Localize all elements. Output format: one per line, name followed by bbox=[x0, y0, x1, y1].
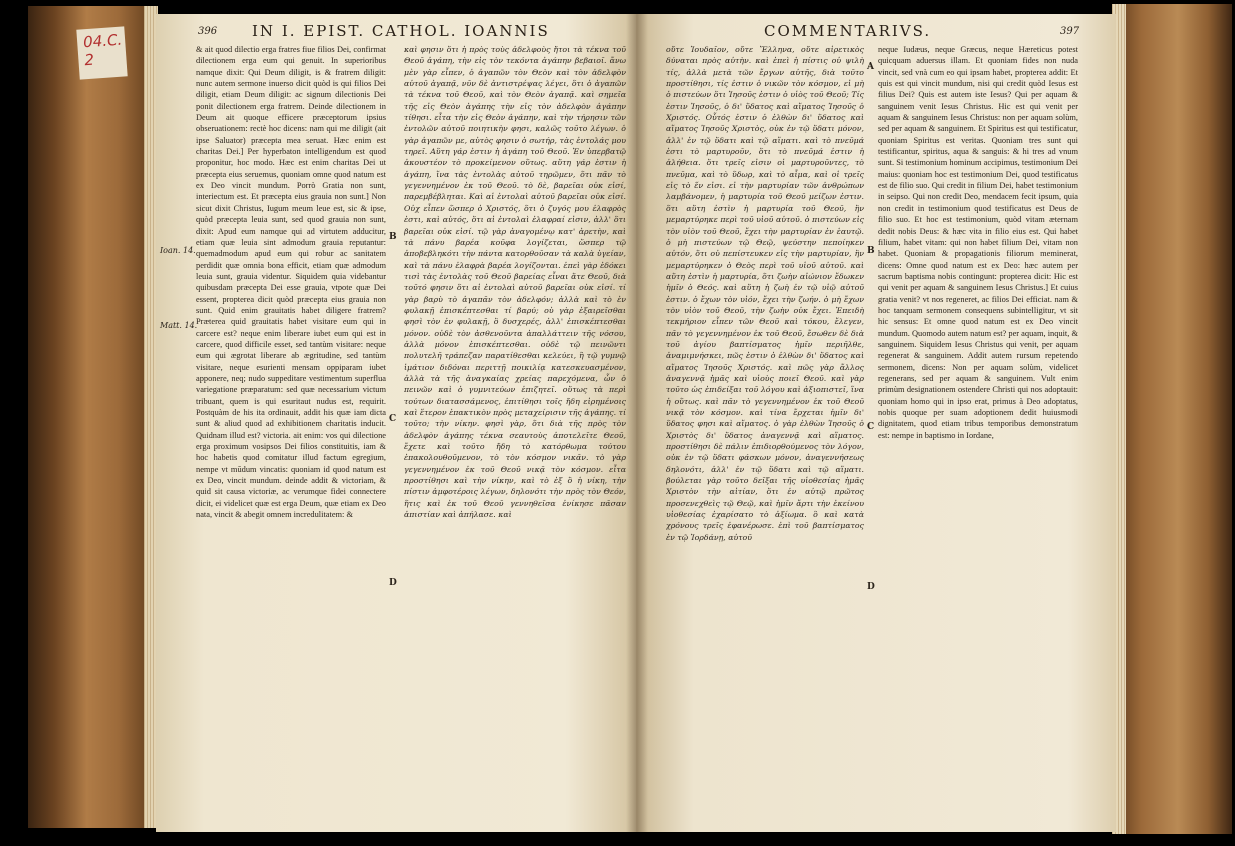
left-latin-text: & ait quod dilectio erga fratres fiue filios Dei, confirmat dilectionem erga eum qui genuit. In superioribus namque dixit: Qui Deum diligit, is & fratrem diligit: nunc autem sermone inuerso dicit quòd is qui filios Dei diligit, etiam Deum diligit: ac signum dilectionis Dei ponit dilectionem erga fratrem. Deinde dilectionem in Deum ait quoque efficere præceptorum ipsius obseruationem: rectè hoc dicens: nam qui me diligit (ait ipse Saluator) præcepta mea seruat. Hæc enim est charitas Dei.] Per hyperbaton intelligendum est quod proponitur, hoc modo. Hæc est enim charitas Dei ut præcepta eius seruemus, quoniam omne quod natum est ex Deo vincit mundum. Porrò Gratia non sunt, interiectum est. Et præcepta eius grauia non sunt.] Non sicut dixit Christus, Iugum meum leue est, sic & ipse, quòd præcepta leuia sunt, sed quod grauia non sunt, dixit: Apud eum namque qui ad virtutem adducitur, etiam quæ leuia sint admodum grauia reputantur: quemadmodum apud eum qui robur ac sanitatem perdidit quæ omnia bona efficit, etiam quæ admodum leuia sunt, grauia videntur. Siquidem quia videbantur quibusdam præcepta Dei esse grauia, vtpote quæ Dei essent, propterea dicit quòd præcepta eius grauia non sunt. Quid enim grauitatis habet diligere fratrem? Præterea quid grauitatis habet visitare eum qui in carcere est? neque enim liberare iubet eum qui est in carcere, quod difficile esset, sed tantùm visitare: neque eum qui ægrotat liberare ab ægritudine, sed tantùm visitare, neque esurienti mensam oppiparam iubet apponere, neq; nudo suppeditare vestimentum superflua variegatione præparatum: sed quæ necessarium victum tribuant, quem is qui esuritaut nudus est, requirit. Postquàm de his ita ordinauit, addit his quæ iam dicta sunt & aliud quod ad exhibitionem charitatis inducit. Quidnam illud est? victoria. ait enim: vos qui dilectione erga proximum vosipsos Dei filios constituitis, iam & hoc habetis quod comitatur illud factum egregium, nempe vt mūdum vincatis: quoniam id quod natum est ex Deo, vincit mundum. deinde addit & victoriam, & quid sit causa victoriæ, ac verumque fidei connectere dicit, ei videlicet quæ est erga Deum, quæ etiam ex Deo nata, vincit & abegit omnem incredulitatem: & bbox=[196, 45, 386, 520]
right-running-head: COMMENTARIVS. bbox=[764, 22, 932, 40]
shelfmark-label: 04.C. 2 bbox=[76, 26, 127, 79]
left-page-edges bbox=[28, 6, 158, 828]
right-page-number: 397 bbox=[1060, 26, 1080, 37]
right-latin-text: neque Iudæus, neque Græcus, neque Hæreticus potest quicquam aduersus illam. Et quoniam fides non nuda vincit, sed vnà cum eo qui ipsam habet, propterea addit: Et quis est qui vincit mundum, nisi qui credit quòd Iesus est filius Dei? Quis est autem iste Iesus? Qui per aquam & sanguinem venit Iesus Christus. Hic est qui venit per aquam & sanguinem Iesus Christus: non per aquam solùm, sed per aquam & sanguinem. Et Spiritus est qui testificatur, quoniam Spiritus est veritas. Quoniam tres sunt qui testificantur, spiritus, aqua & sanguis: & hi tres ad vnum sunt. Si testimonium hominum accipimus, testimonium Dei maius: quoniam hoc est testimonium Dei, quod testificatus est de filio suo. Qui credit in filium Dei, habet testimonium in seipso. Qui non credit Deo, mendacem fecit ipsum, quia non credit in testimonium quod testificatus est Deus de filio suo. Et hoc est testimonium, quòd vitam æternam dedit nobis Deus: & hæc vita in filio eius est. Qui habet filium, habet vitam: qui non habet filium Dei, vitam non habet. Quoniam & propagationis filiorum meminerat, dicens: Omne quod natum est ex Deo: hæc autem per sacrum baptisma nobis contingunt: propterea dicit: Hic est qui venit per aquam & sanguinem Iesus Christus.] Et cuius gratia venit? vt nos regeneret, ac filios Dei efficiat. nam & hoc tanquam sermonem consequens subintelligitur, vt sit hic sensus: Et omne quod natum est ex Deo vincit mundum. Quomodo autem natum est? per aquam, inquit, & sanguinem. Siquidem Iesus Christus qui venit, per aquam regenerat & sanguinem. Addit autem rursum repetendo sermonem, dicens: Non per aquam solùm, videlicet regenerans, sed per aquam & sanguinem. Vult enim primùm designationem ostendere Christi qui nos adoptauit: quoniam homo qui in ipso erat, primus à Deo adoptatus, nobis quoque per suam adoptionem dedit huiusmodi dignitatem, quod etiam tribus temporibus demonstratum est: nempe in baptismo in Iordane, bbox=[878, 45, 1078, 440]
right-page bbox=[636, 14, 1116, 832]
section-letter: D bbox=[867, 582, 875, 592]
left-latin-column bbox=[196, 44, 386, 824]
section-letter: B bbox=[389, 232, 397, 242]
left-page-number: 396 bbox=[198, 26, 218, 37]
right-greek-column bbox=[666, 44, 864, 824]
left-greek-text: καὶ φησιν ὅτι ἡ πρὸς τοὺς ἀδελφοὺς ἤτοι τὰ τέκνα τοῦ Θεοῦ ἀγάπη, τὴν εἰς τὸν τεκόντα ἀγάπην βεβαιοῖ. ἄνω μὲν γὰρ εἶπεν, ὁ ἀγαπῶν τὸν Θεὸν καὶ τὸν ἀδελφὸν αὐτοῦ ἀγαπᾷ, νῦν δὲ ἀντιστρέψας λέγει, ὅτι ὁ ἀγαπῶν τὰ τέκνα τοῦ Θεοῦ, καὶ τὸν Θεὸν ἀγαπᾷ. καὶ σημεῖα τῆς εἰς Θεὸν ἀγάπης τὴν εἰς τὸν ἀδελφὸν ἀγάπην τίθησι. εἶτα τὴν εἰς Θεὸν ἀγάπην, καὶ τὴν τήρησιν τῶν ἐντολῶν αὐτοῦ ποιητικὴν φησι, καλῶς τοῦτο λέγων. ὁ γὰρ ἀγαπῶν με, αὐτὸς φησιν ὁ σωτήρ, τὰς ἐντολάς μου τηρεῖ. Αὕτη γάρ ἐστιν ἡ ἀγάπη τοῦ Θεοῦ. Ἐν ὑπερβατῷ ἀκουστέον τὸ προκείμενον οὕτως. αὕτη γάρ ἐστιν ἡ ἀγάπη, ἵνα τὰς ἐντολὰς αὐτοῦ τηρῶμεν, ὅτι πᾶν τὸ γεγεννημένον ἐκ τοῦ Θεοῦ. τὸ δὲ, βαρεῖαι οὐκ εἰσί, παρεμβέβληται. Καὶ αἱ ἐντολαὶ αὐτοῦ βαρεῖαι οὐκ εἰσί. Οὐχ εἶπεν ὥσπερ ὁ Χριστός, ὅτι ὁ ζυγός μου ἐλαφρὸς ἐστι, καὶ αὐτός, ὅτι αἱ ἐντολαὶ ἐλαφραί εἰσιν, ἀλλ' ὅτι βαρεῖαι οὐκ εἰσί. τῷ γὰρ ἀναγομένῳ κατ' ἀρετὴν, καὶ τὰ πάνυ βαρέα κοῦφα λογίζεται, ὥσπερ τῷ ἀποβεβληκότι τὴν πάντα κατορθοῦσαν τὰ καλὰ ὑγείαν, καὶ τὰ πάνυ ἐλαφρὰ βαρέα λογίζονται. ἐπεὶ γὰρ ἐδόκει τισὶ τὰς ἐντολὰς τοῦ Θεοῦ βαρείας εἶναι ἅτε Θεοῦ, διὰ τοῦτό φησιν ὅτι αἱ ἐντολαὶ αὐτοῦ βαρεῖαι οὐκ εἰσί. τί γὰρ βαρὺ τὸ ἀγαπᾶν τὸν ἀδελφόν; ἀλλὰ καὶ τὸ ἐν φυλακῇ ἐπισκέπτεσθαι τί βαρύ; οὐ γὰρ ἐξαιρεῖσθαι φησὶ τὸν ἐν φυλακῇ, ὃ δυσχερές, ἀλλ' ἐπισκέπτεσθαι μόνον. οὐδὲ τὸν ἀσθενοῦντα ἀπαλλάττειν τῆς νόσου, ἀλλὰ μόνον ἐπισκέπτεσθαι. οὐδὲ τῷ πεινῶντι πολυτελῆ τράπεζαν παρατίθεσθαι κελεύει, ἢ τῷ γυμνῷ ἱμάτιον διδόναι περιττῇ ποικιλίᾳ κατεσκευασμένον, ἀλλὰ τὰ τῆς ἀναγκαίας χρείας παρεχόμενα, ὧν ὁ πεινῶν καὶ ὁ γυμνιτεύων ἐπιζητεῖ. οὕτως τὰ περὶ τούτων διατασσάμενος, ἐπιτίθησι τοῖς ἤδη εἰρημένοις καὶ ἕτερον ἐπακτικὸν πρὸς μεταχείρισιν τῆς ἀγάπης. τί τοῦτο; τὴν νίκην. φησὶ γὰρ, ὅτι διὰ τῆς πρὸς τὸν ἀδελφὸν ἀγάπης τέκνα σεαυτοὺς ἀποτελεῖτε Θεοῦ, ἔχετε καὶ τοῦτο ἤδη τὸ κατόρθωμα τούτου ἐπακολουθοῦμενον, τὸ τὸν κόσμον νικᾶν. τὸ γὰρ γεγεννημένον ἐκ τοῦ Θεοῦ νικᾷ τὸν κόσμον. εἶτα προστίθησι καὶ τὴν νίκην, καὶ τὸ ἐξ ὃ ἡ νίκη, τὴν πίστιν ἀμφοτέροις λέγων, δηλονότι τὴν πρὸς τὸν Θεόν, ἥτις καὶ ἐκ τοῦ Θεοῦ γεννηθεῖσα ἐνίκησε πᾶσαν ἀπιστίαν καὶ ἀπήλασε. καὶ bbox=[404, 45, 626, 520]
section-letter: D bbox=[389, 578, 397, 588]
right-greek-text: οὔτε Ἰουδαῖον, οὔτε Ἕλληνα, οὔτε αἱρετικὸς δύναται πρὸς αὐτὴν. καὶ ἐπεὶ ἡ πίστις οὐ ψιλὴ τίς, ἀλλὰ μετὰ τῶν ἔργων αὐτῆς, διὰ τοῦτο προστίθησι, τίς ἐστιν ὁ νικῶν τὸν κόσμον, εἰ μὴ ὁ πιστεύων ὅτι Ἰησοῦς ἐστιν ὁ υἱὸς τοῦ Θεοῦ; Τίς ἐστιν Ἰησοῦς, ὁ δι' ὕδατος καὶ αἵματος Ἰησοῦς ὁ Χριστός. Οὗτός ἐστιν ὁ ἐλθὼν δι' ὕδατος καὶ αἵματος Ἰησοῦς Χριστὸς, οὐκ ἐν τῷ ὕδατι μόνον, ἀλλ' ἐν τῷ ὕδατι καὶ τῷ αἵματι. καὶ τὸ πνεῦμά ἐστι τὸ μαρτυροῦν, ὅτι τὸ πνεῦμά ἐστιν ἡ ἀλήθεια. ὅτι τρεῖς εἰσιν οἱ μαρτυροῦντες, τὸ πνεῦμα, καὶ τὸ ὕδωρ, καὶ τὸ αἷμα, καὶ οἱ τρεῖς εἰς τὸ ἕν εἰσι. εἰ τὴν μαρτυρίαν τῶν ἀνθρώπων λαμβάνομεν, ἡ μαρτυρία τοῦ Θεοῦ μείζων ἐστιν. ὅτι αὕτη ἐστὶν ἡ μαρτυρία τοῦ Θεοῦ, ἣν μεμαρτύρηκε περὶ τοῦ υἱοῦ αὐτοῦ. ὁ πιστεύων εἰς τὸν υἱὸν τοῦ Θεοῦ, ἔχει τὴν μαρτυρίαν ἐν ἑαυτῷ. ὁ μὴ πιστεύων τῷ Θεῷ, ψεύστην πεποίηκεν αὐτόν, ὅτι οὐ πεπίστευκεν εἰς τὴν μαρτυρίαν, ἣν μεμαρτύρηκεν ὁ Θεὸς περὶ τοῦ υἱοῦ αὐτοῦ. καὶ αὕτη ἐστὶν ἡ μαρτυρία, ὅτι ζωὴν αἰώνιον ἔδωκεν ἡμῖν ὁ Θεός. καὶ αὕτη ἡ ζωὴ ἐν τῷ υἱῷ αὐτοῦ ἐστιν. ὁ ἔχων τὸν υἱόν, ἔχει τὴν ζωήν. ὁ μὴ ἔχων τὸν υἱὸν τοῦ Θεοῦ, τὴν ζωὴν οὐκ ἔχει. Ἐπειδὴ τεκμήριον εἶπεν τῶν Θεοῦ καὶ τόκου, ἔλεγεν, πᾶν τὸ γεγεννημένον ἐκ τοῦ Θεοῦ, ἔσωθεν δὲ διὰ τοῦ ἁγίου βαπτίσματος ἡμῖν περιῆλθε, ἀναμιμνήσκει, πῶς ἐστιν ὁ ἐλθὼν δι' ὕδατος καὶ αἵματος Ἰησοῦς Χριστός. καὶ πῶς γὰρ ἄλλος ἀναγεννᾷ ἡμᾶς καὶ υἱοὺς ποιεῖ Θεοῦ. καὶ γὰρ τοῦτο ὡς ἐπιδείξαι τοῦ λόγου καὶ ἀξιοπιστεῖ, ἵνα ἡ οὕτως. καὶ πᾶν τὸ γεγεννημένον ἐκ τοῦ Θεοῦ νικᾷ τὸν κόσμον. καὶ τίνα ἔρχεται ἡμῖν δι' ὕδατος φησι καὶ αἵματος. ὁ γὰρ ἐλθὼν Ἰησοῦς ὁ Χριστὸς δι' ὕδατος ἀναγεννᾷ καὶ αἵματος. προστίθησι δὲ πάλιν ἐπιδιορθούμενος τὸν λόγον, οὐκ ἐν τῷ ὕδατι φάσκων μόνον, ἀναγεννήσεως δηλονότι, ἀλλ' ἐν τῷ ὕδατι καὶ τῷ αἵματι. βούλεται γὰρ τοῦτο δεῖξαι τῆς υἱοθεσίας ἡμᾶς Χριστὸν τὴν αἰτίαν, ὅτι ἐν αὐτῷ πρῶτος προσενεχθεὶς τῷ Θεῷ, καὶ ἡμῖν ἄρτι τὴν ἐκείνου υἱοθεσίας ἐχαρίσατο τὸ ἀξίωμα. ὃ καὶ κατὰ χρόνους τρεῖς ἐφανέρωσε. ἐπὶ τοῦ βαπτίσματος ἐν τῷ Ἰορδάνῃ, αὐτοῦ bbox=[666, 45, 864, 542]
right-page-edges bbox=[1112, 4, 1232, 834]
left-running-head: IN I. EPIST. CATHOL. IOANNIS bbox=[252, 22, 550, 40]
margin-note-matt: Matt. 14. bbox=[160, 321, 198, 330]
right-latin-column bbox=[878, 44, 1078, 824]
margin-note-ioan: Ioan. 14. bbox=[160, 246, 196, 255]
left-greek-column bbox=[404, 44, 626, 824]
book-gutter bbox=[626, 14, 648, 832]
section-letter: B bbox=[867, 246, 875, 256]
section-letter: C bbox=[867, 422, 875, 432]
section-letter: A bbox=[867, 62, 874, 72]
left-page bbox=[156, 14, 638, 832]
section-letter: C bbox=[389, 414, 397, 424]
